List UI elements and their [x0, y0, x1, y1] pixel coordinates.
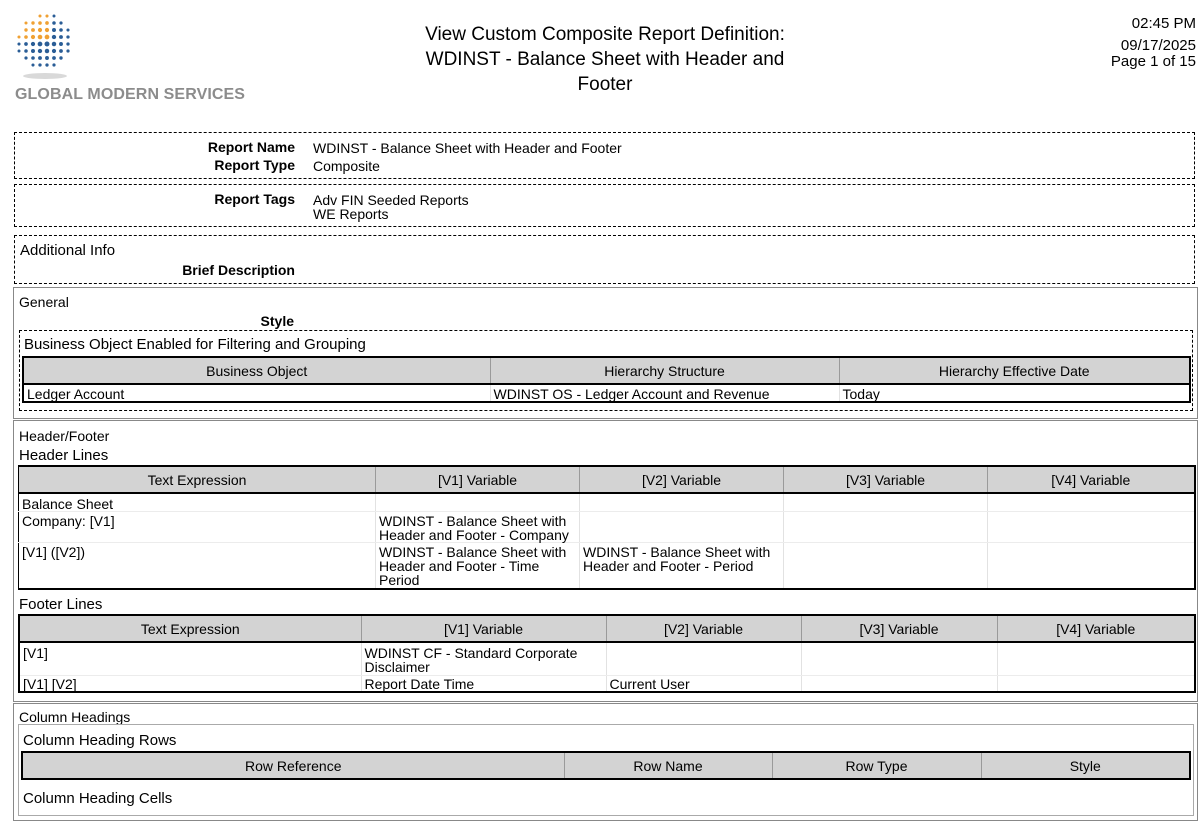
company-name: GLOBAL MODERN SERVICES [15, 86, 246, 103]
column-header: [V4] Variable [997, 615, 1195, 642]
globe-dot [45, 35, 50, 40]
column-header: Business Object [23, 357, 490, 384]
globe-dot [31, 63, 34, 66]
footer-lines-title: Footer Lines [19, 596, 103, 613]
table-cell [580, 493, 784, 512]
globe-dot [59, 49, 63, 53]
report-date: 09/17/2025 [1120, 37, 1196, 54]
column-header: [V4] Variable [988, 466, 1195, 493]
globe-dot [66, 35, 69, 38]
globe-dot [45, 42, 50, 47]
globe-dot [31, 28, 35, 32]
table-cell [580, 512, 784, 543]
column-header: Style [981, 752, 1190, 779]
globe-dot [31, 35, 35, 39]
table-cell: Balance Sheet [19, 493, 376, 512]
table-cell [784, 543, 988, 589]
globe-dot [45, 21, 49, 25]
column-header: Text Expression [19, 615, 361, 642]
globe-dot [52, 35, 56, 39]
globe-dot [59, 56, 62, 59]
report-tags-box [14, 184, 1195, 227]
column-headings-title: Column Headings [19, 709, 131, 725]
title-line-1: View Custom Composite Report Definition: [425, 24, 785, 45]
globe-dot [24, 21, 27, 24]
globe-dot [38, 42, 43, 47]
globe-dot [59, 21, 62, 24]
globe-dot [45, 63, 48, 66]
table-row [19, 675, 1195, 692]
globe-dot [38, 21, 42, 25]
table-cell: Current User [606, 675, 801, 692]
globe-dot [24, 42, 28, 46]
globe-dot [38, 49, 42, 53]
table-cell: WDINST - Balance Sheet with Header and Footer - Period [580, 543, 784, 589]
table-header-row [19, 466, 1195, 493]
company-logo [12, 10, 246, 110]
globe-dot [66, 49, 69, 52]
report-tag-2: WE Reports [313, 206, 389, 222]
globe-dot [24, 56, 27, 59]
table-cell [784, 512, 988, 543]
report-type-label: Report Type [214, 157, 295, 173]
header-footer-title: Header/Footer [19, 428, 110, 444]
globe-icon [14, 12, 76, 82]
column-heading-rows-table [21, 751, 1191, 780]
table-header-row [19, 615, 1195, 642]
table-row [23, 384, 1190, 402]
globe-dot [31, 56, 35, 60]
column-header: [V3] Variable [801, 615, 997, 642]
globe-dot [45, 56, 49, 60]
column-header: [V2] Variable [606, 615, 801, 642]
globe-dot [59, 42, 63, 46]
table-cell: Company: [V1] [19, 512, 376, 543]
business-object-box [19, 330, 1193, 411]
table-cell [801, 675, 997, 692]
globe-dot [52, 56, 56, 60]
header-footer-section [13, 420, 1198, 702]
table-header-row [22, 752, 1190, 779]
table-cell: WDINST - Balance Sheet with Header and Footer - Time Period [376, 543, 580, 589]
table-cell [988, 512, 1195, 543]
globe-dot [66, 28, 69, 31]
report-info-box [14, 132, 1195, 179]
globe-dot [24, 28, 27, 31]
column-header: [V1] Variable [376, 466, 580, 493]
globe-dot [31, 42, 35, 46]
globe-dot [38, 56, 42, 60]
column-header: Row Name [564, 752, 772, 779]
column-header: [V1] Variable [361, 615, 606, 642]
table-row [19, 512, 1195, 543]
globe-shadow [23, 73, 67, 79]
table-cell: WDINST OS - Ledger Account and Revenue [490, 384, 839, 402]
globe-dot [38, 35, 43, 40]
page-number: Page 1 of 15 [1110, 53, 1196, 70]
globe-dot [66, 42, 69, 45]
report-tag-1: Adv FIN Seeded Reports [313, 192, 469, 208]
table-cell [997, 642, 1195, 675]
table-cell: [V1] [19, 642, 361, 675]
table-row [19, 642, 1195, 675]
table-row [19, 543, 1195, 589]
report-time: 02:45 PM [1131, 15, 1196, 32]
general-section [13, 287, 1198, 419]
globe-dot [17, 42, 20, 45]
additional-info-title: Additional Info [20, 242, 116, 259]
globe-dot [45, 14, 48, 17]
column-header: Text Expression [19, 466, 376, 493]
globe-dot [38, 63, 41, 66]
column-header: Hierarchy Structure [490, 357, 839, 384]
column-heading-rows-title: Column Heading Rows [23, 732, 177, 749]
column-header: [V3] Variable [784, 466, 988, 493]
title-line-2: WDINST - Balance Sheet with Header and [425, 49, 785, 70]
globe-dot [59, 28, 63, 32]
title-line-3: Footer [577, 74, 633, 95]
globe-dot [52, 28, 56, 32]
globe-dot [53, 15, 56, 18]
globe-dot [31, 49, 35, 53]
globe-dot [52, 42, 56, 46]
header-lines-table [18, 465, 1196, 590]
column-header: Row Reference [22, 752, 564, 779]
column-heading-rows-box [18, 724, 1194, 816]
column-headings-section [13, 703, 1198, 821]
business-object-table [22, 356, 1191, 403]
report-header [0, 0, 1200, 125]
business-object-title: Business Object Enabled for Filtering and Grouping [24, 336, 366, 353]
globe-dot [31, 21, 34, 24]
general-title: General [19, 294, 69, 310]
globe-dot [52, 63, 55, 66]
globe-dot [38, 28, 42, 32]
table-cell [784, 493, 988, 512]
globe-dot [18, 50, 21, 53]
table-cell: WDINST - Balance Sheet with Header and Footer - Company [376, 512, 580, 543]
table-cell [988, 493, 1195, 512]
table-cell [988, 543, 1195, 589]
globe-dot [24, 49, 28, 53]
table-cell: Ledger Account [23, 384, 490, 402]
column-header: Hierarchy Effective Date [839, 357, 1190, 384]
footer-lines-table [18, 614, 1196, 693]
table-cell [606, 642, 801, 675]
table-header-row [23, 357, 1190, 384]
table-cell [801, 642, 997, 675]
report-name-value: WDINST - Balance Sheet with Header and Footer [313, 140, 622, 156]
table-cell: Report Date Time [361, 675, 606, 692]
style-label: Style [260, 313, 294, 329]
table-cell: [V1] ([V2]) [19, 543, 376, 589]
globe-dot [59, 35, 63, 39]
column-header: [V2] Variable [580, 466, 784, 493]
globe-dot [52, 49, 56, 53]
table-cell [376, 493, 580, 512]
globe-dot [45, 49, 49, 53]
column-heading-cells-title: Column Heading Cells [23, 790, 173, 807]
table-cell: [V1] [V2] [19, 675, 361, 692]
globe-dot [45, 28, 49, 32]
header-lines-title: Header Lines [19, 447, 109, 464]
table-cell: WDINST CF - Standard Corporate Disclaimer [361, 642, 606, 675]
report-meta [1111, 16, 1196, 70]
table-cell: Today [839, 384, 1190, 402]
table-row [19, 493, 1195, 512]
table-cell [997, 675, 1195, 692]
globe-dot [17, 35, 20, 38]
additional-info-box [14, 235, 1195, 284]
column-header: Row Type [772, 752, 981, 779]
brief-description-label: Brief Description [182, 262, 295, 278]
page-title [405, 22, 805, 97]
report-tags-label: Report Tags [214, 191, 295, 207]
globe-dot [52, 21, 56, 25]
globe-dot [38, 14, 41, 17]
globe-dot [24, 35, 28, 39]
report-name-label: Report Name [207, 139, 295, 155]
report-type-value: Composite [313, 158, 380, 174]
